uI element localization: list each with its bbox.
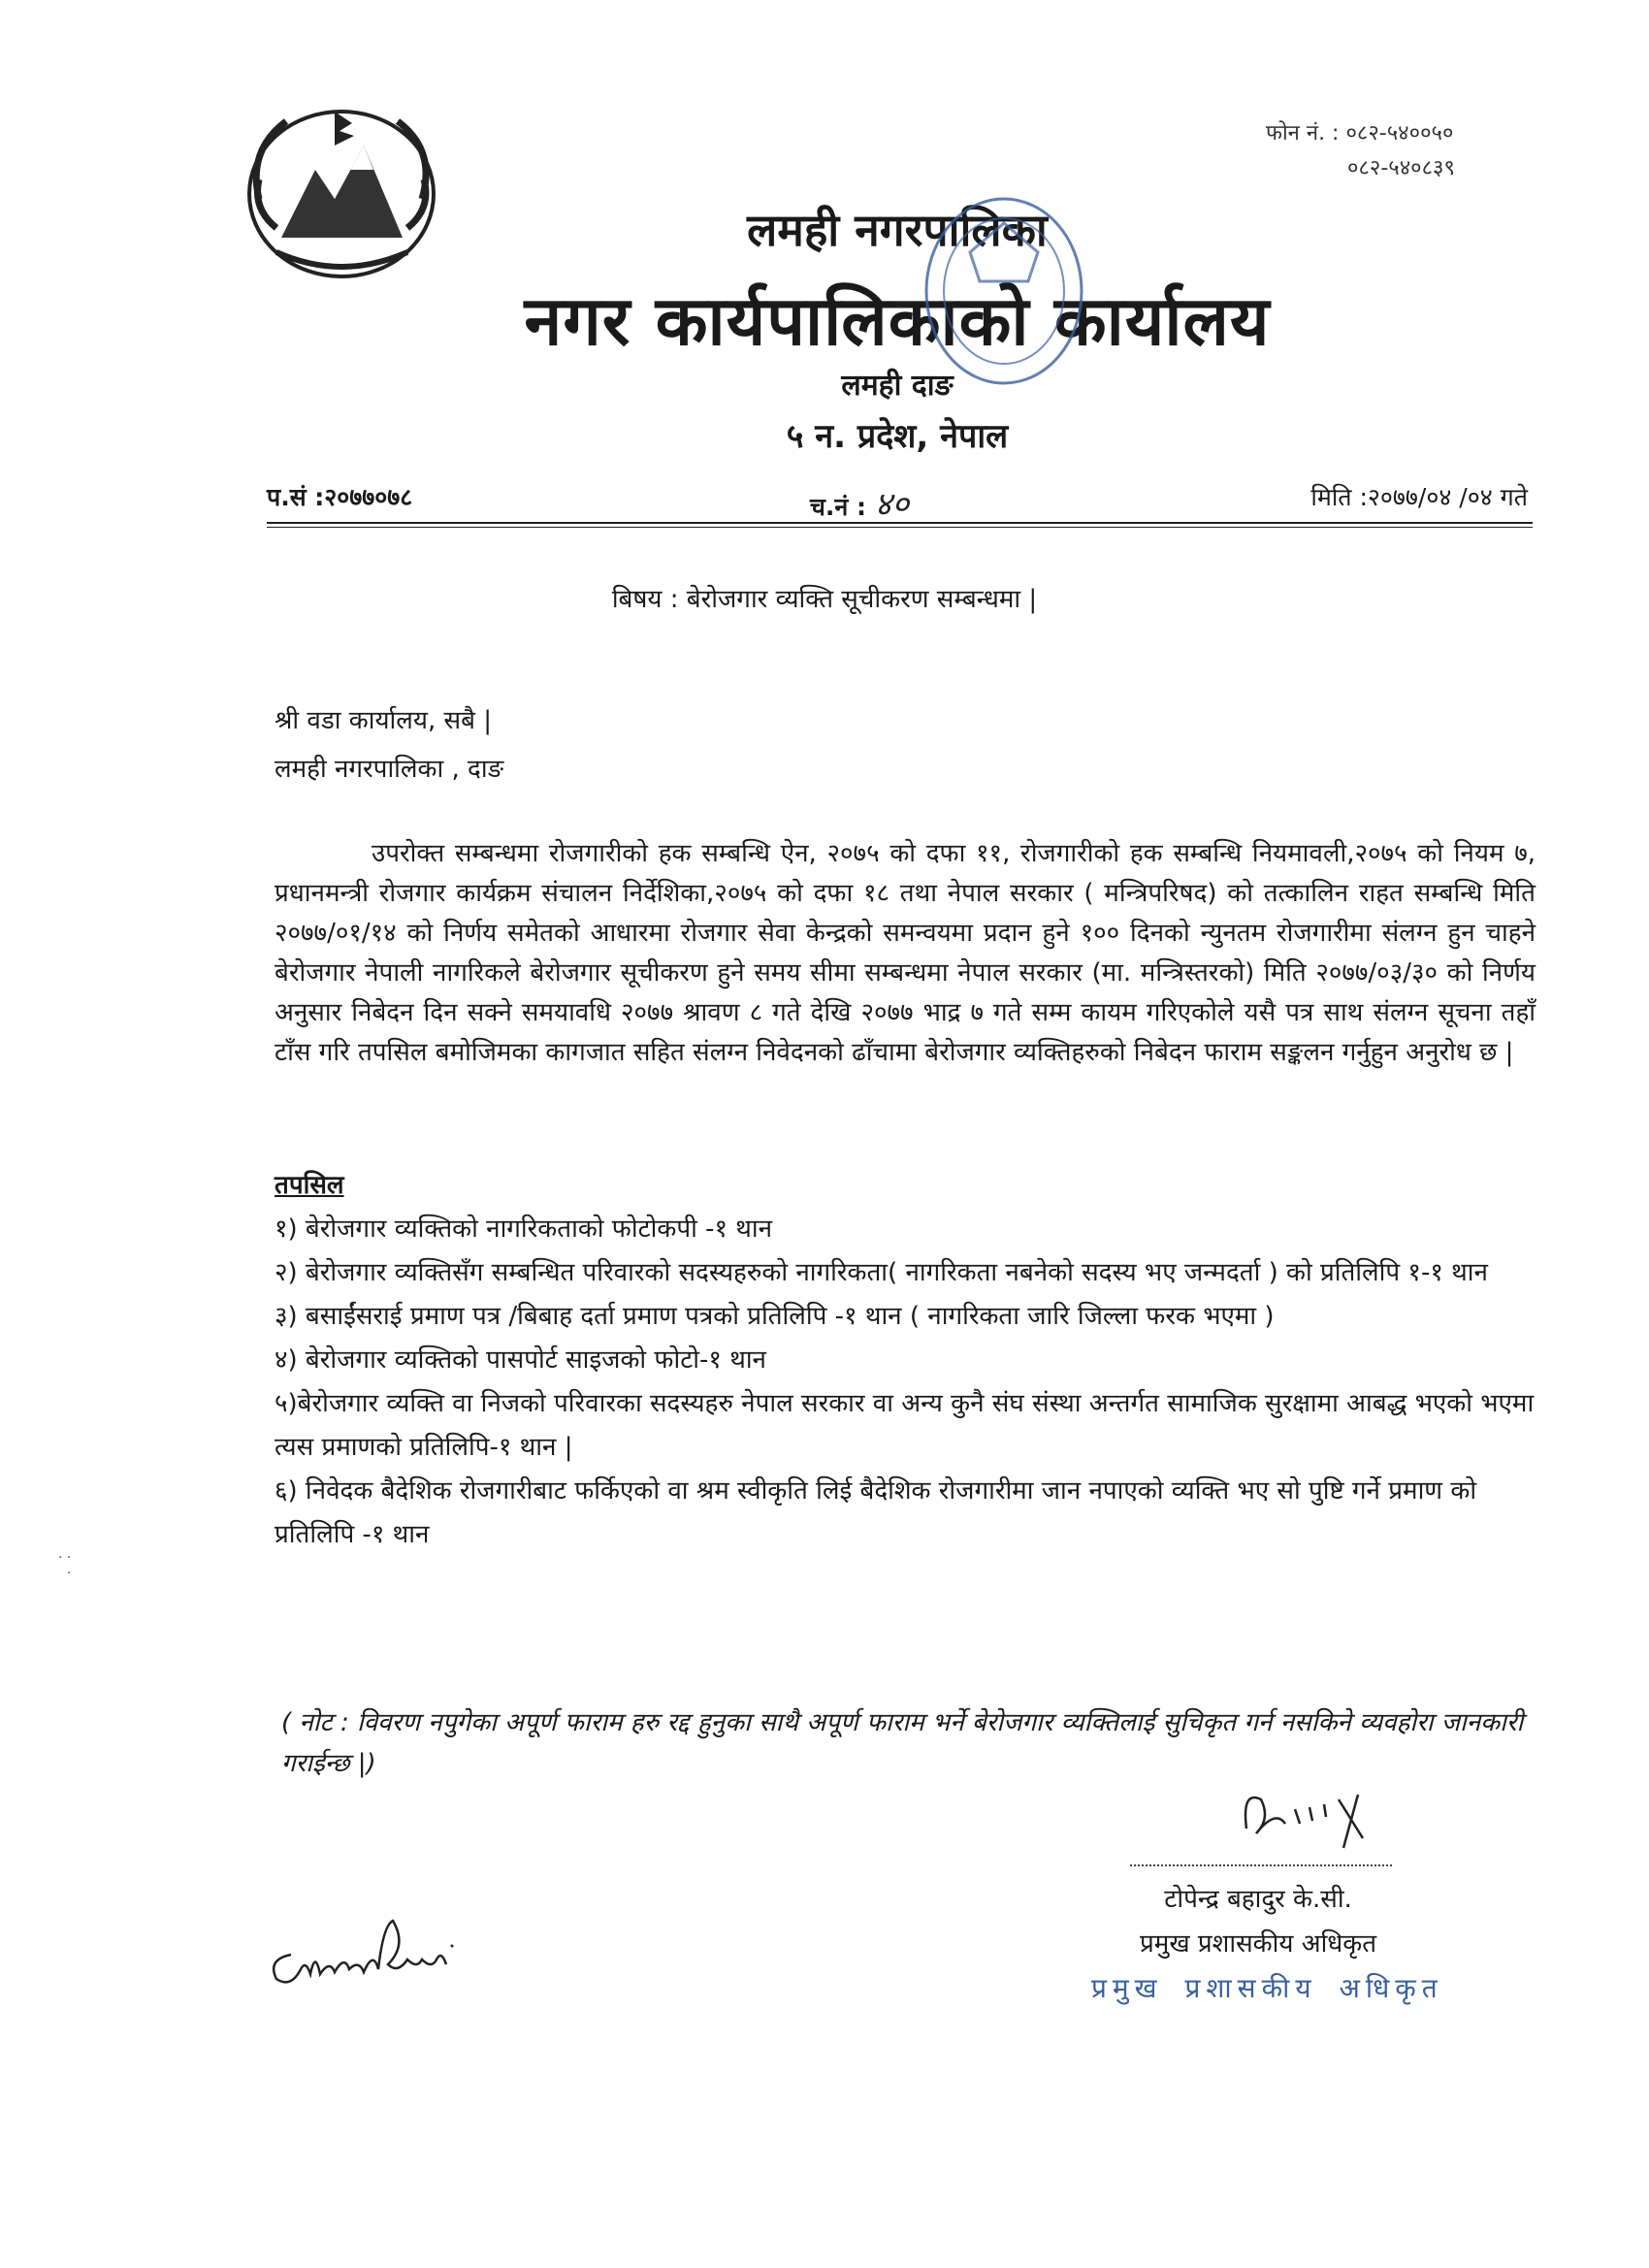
phone-numbers	[1266, 116, 1455, 186]
office-location: लमही दाङ	[841, 369, 954, 403]
office-name: नगर कार्यपालिकाको कार्यालय	[524, 281, 1271, 361]
signatory-block	[1140, 1877, 1376, 1966]
list-item: २) बेरोजगार व्यक्तिसँग सम्बन्धित परिवारको सदस्यहरुको नागरिकता( नागरिकता नबनेको सदस्य भए जन्मदर्ता ) को प्रतिलिपि १-१ थान	[275, 1258, 1488, 1287]
address-line-2: लमही नगरपालिका , दाङ	[275, 755, 504, 784]
letter-subject: बिषय : बेरोजगार व्यक्ति सूचीकरण सम्बन्धमा |	[611, 585, 1038, 614]
list-item: ३) बसाईंसराई प्रमाण पत्र /बिबाह दर्ता प्रमाण पत्रको प्रतिलिपि -१ थान ( नागरिकता जारि जिल्ला फरक भएमा )	[275, 1302, 1275, 1331]
province-name: ५ न. प्रदेश, नेपाल	[786, 417, 1009, 456]
address-line-1: श्री वडा कार्यालय, सबै |	[275, 706, 492, 735]
signatory-title: प्रमुख प्रशासकीय अधिकृत	[1140, 1929, 1377, 1959]
chalani-label: च.नं :	[810, 493, 866, 521]
reference-row	[267, 480, 1528, 524]
tapasil-section	[275, 1164, 1536, 1557]
chalani-number	[810, 480, 909, 525]
list-item: ६) निवेदक बैदेशिक रोजगारीबाट फर्किएको वा श्रम स्वीकृति लिई बैदेशिक रोजगारीमा जान नपाएको व्यक्ति भए सो पुष्टि गर्ने प्रमाण को प्रतिलिपि -१ थान	[275, 1476, 1477, 1549]
recipient-address	[275, 697, 503, 794]
list-item: ४) बेरोजगार व्यक्तिको पासपोर्ट साइजको फोटो-१ थान	[275, 1345, 766, 1375]
body-paragraph: उपरोक्त सम्बन्धमा रोजगारीको हक सम्बन्धि ऐन, २०७५ को दफा ११, रोजगारीको हक सम्बन्धि नियमावली,२०७५ को नियम ७, प्रधानमन्त्री रोजगार कार्यक्रम संचालन निर्देशिका,२०७५ को दफा १८ तथा नेपाल सरकार ( मन्त्रिपरिषद) को तत्कालिन राहत सम्बन्धि मिति २०७७/०१/१४ को निर्णय समेतको आधारमा रोजगार सेवा केन्द्रको समन्वयमा प्रदान हुने १०० दिनको न्युनतम रोजगारीमा संलग्न हुन चाहने बेरोजगार नेपाली नागरिकले बेरोजगार सूचीकरण हुने समय सीमा सम्बन्धमा नेपाल सरकार (मा. मन्त्रिस्तरको) मिति २०७७/०३/३० को निर्णय अनुसार निबेदन दिन सक्ने समयावधि २०७७ श्रावण ८ गते देखि २०७७ भाद्र ७ गते सम्म कायम गरिएकोले यसै पत्र साथ संलग्न सूचना तहाँ टाँस गरि तपसिल बमोजिमका कागजात सहित संलग्न निवेदनको ढाँचामा बेरोजगार व्यक्तिहरुको निबेदन फाराम सङ्कलन गर्नुहुन अनुरोध छ |	[275, 839, 1536, 1067]
patra-sankhya: प.सं :२०७७०७८	[267, 483, 413, 511]
signatory-name: टोपेन्द्र बहादुर के.सी.	[1164, 1885, 1352, 1914]
header-divider-thin	[267, 527, 1533, 528]
signature-line	[1130, 1864, 1392, 1866]
header-divider	[267, 522, 1533, 524]
note-text: ( नोट : विवरण नपुगेका अपूर्ण फाराम हरु रद्द हुनुका साथै अपूर्ण फाराम भर्ने बेरोजगार व्यक्तिलाई सुचिकृत गर्न नसकिने व्यवहोरा जानकारी गराईन्छ |)	[281, 1708, 1524, 1778]
office-stamp-seal	[912, 184, 1096, 398]
letter-date: मिति :२०७७/०४ /०४ गते	[1310, 483, 1528, 511]
phone-label: फोन नं. :	[1266, 121, 1340, 146]
signatory-stamp: प्रमुख प्रशासकीय अधिकृत	[1091, 1972, 1443, 2004]
handwritten-signature	[262, 1906, 534, 1993]
phone-number-1: ०८२-५४००५०	[1345, 121, 1454, 146]
chalani-value: ४०	[874, 485, 910, 524]
official-signature	[1227, 1770, 1392, 1858]
municipality-name: लमही नगरपालिका	[747, 204, 1048, 256]
phone-number-2: ०८२-५४०८३९	[1347, 156, 1455, 180]
list-item: ५)बेरोजगार व्यक्ति वा निजको परिवारका सदस्यहरु नेपाल सरकार वा अन्य कुनै संघ संस्था अन्तर्गत सामाजिक सुरक्षामा आबद्ध भएको भएमा त्यस प्रमाणको प्रतिलिपि-१ थान |	[275, 1389, 1535, 1462]
list-item: १) बेरोजगार व्यक्तिको नागरिकताको फोटोकपी -१ थान	[275, 1215, 773, 1244]
tapasil-heading: तपसिल	[275, 1171, 344, 1200]
scan-specks: · · ·	[58, 1550, 72, 1581]
